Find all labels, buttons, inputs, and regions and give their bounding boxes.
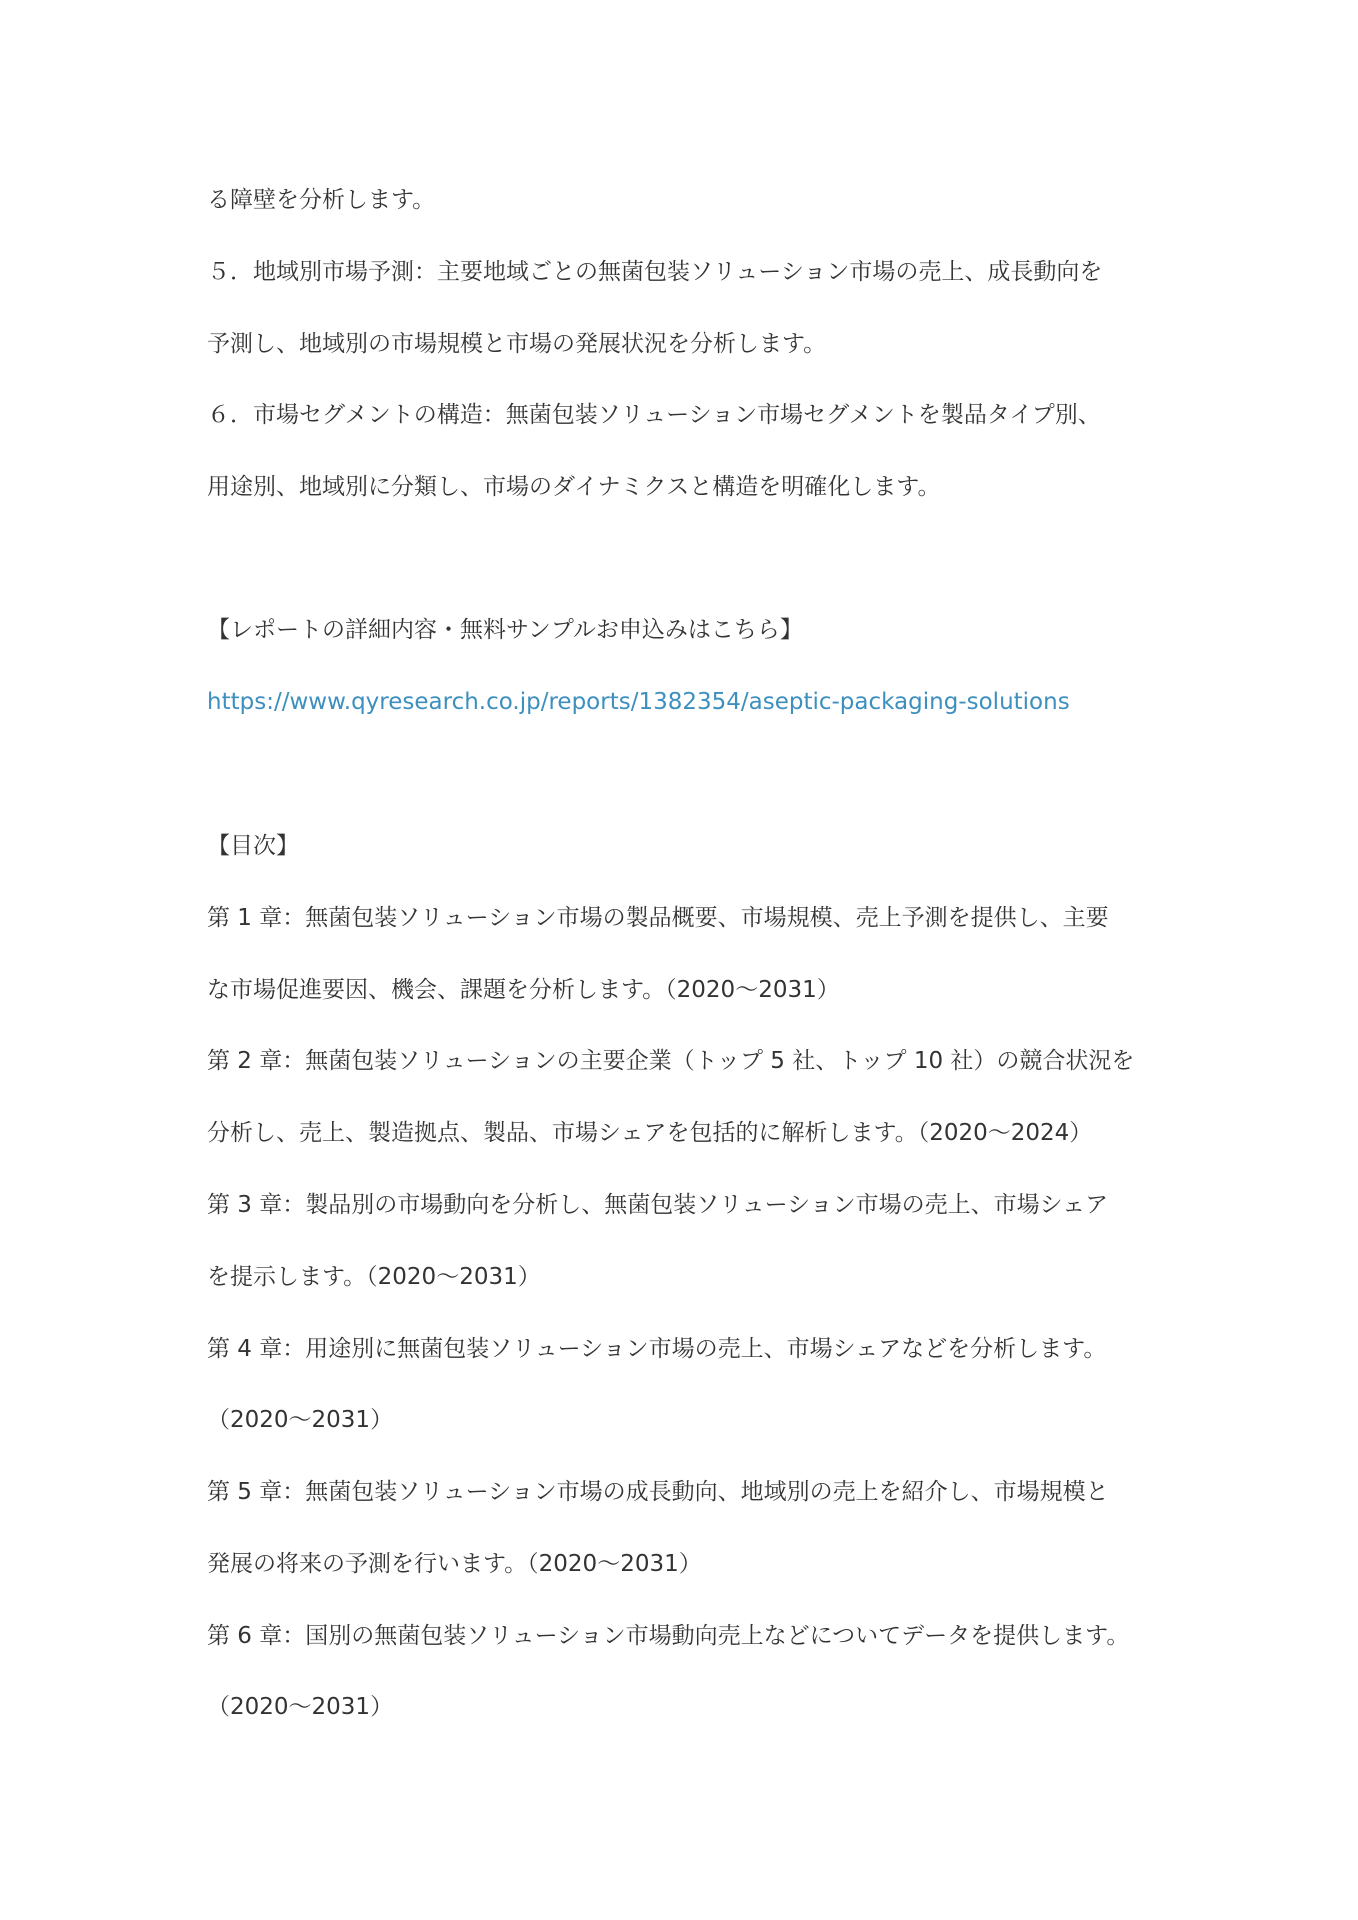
toc-line: を提示します。（2020～2031） <box>207 1264 541 1290</box>
toc-line: な市場促進要因、機会、課題を分析します。（2020～2031） <box>207 977 840 1003</box>
list-item-6-line-2: 用途別、地域別に分類し、市場のダイナミクスと構造を明確化します。 <box>207 474 941 500</box>
paragraph-line: る障壁を分析します。 <box>207 187 436 213</box>
toc-line: 第 2 章：無菌包装ソリューションの主要企業（トップ 5 社、トップ 10 社）の競合状況を <box>207 1048 1135 1074</box>
toc-line: 第 3 章：製品別の市場動向を分析し、無菌包装ソリューション市場の売上、市場シェア <box>207 1192 1109 1218</box>
toc-line: 分析し、売上、製造拠点、製品、市場シェアを包括的に解析します。（2020～2024） <box>207 1120 1093 1146</box>
toc-line: （2020～2031） <box>207 1407 394 1433</box>
toc-line: 第 5 章：無菌包装ソリューション市場の成長動向、地域別の売上を紹介し、市場規模と <box>207 1479 1109 1505</box>
toc-heading: 【目次】 <box>207 833 299 859</box>
toc-line: （2020～2031） <box>207 1694 394 1720</box>
toc-line: 発展の将来の予測を行います。（2020～2031） <box>207 1551 702 1577</box>
list-item-5-line-1: ５．地域別市場予測：主要地域ごとの無菌包装ソリューション市場の売上、成長動向を <box>207 259 1103 285</box>
toc-line: 第 1 章：無菌包装ソリューション市場の製品概要、市場規模、売上予測を提供し、主要 <box>207 905 1109 931</box>
list-item-5-line-2: 予測し、地域別の市場規模と市場の発展状況を分析します。 <box>207 331 827 357</box>
report-heading: 【レポートの詳細内容・無料サンプルお申込みはこちら】 <box>207 617 803 643</box>
toc-line: 第 6 章：国別の無菌包装ソリューション市場動向売上などについてデータを提供します。 <box>207 1623 1130 1649</box>
report-link[interactable]: https://www.qyresearch.co.jp/reports/1382354/aseptic-packaging-solutions <box>207 689 1070 715</box>
toc-line: 第 4 章：用途別に無菌包装ソリューション市場の売上、市場シェアなどを分析します。 <box>207 1336 1107 1362</box>
list-item-6-line-1: ６．市場セグメントの構造：無菌包装ソリューション市場セグメントを製品タイプ別、 <box>207 402 1101 428</box>
